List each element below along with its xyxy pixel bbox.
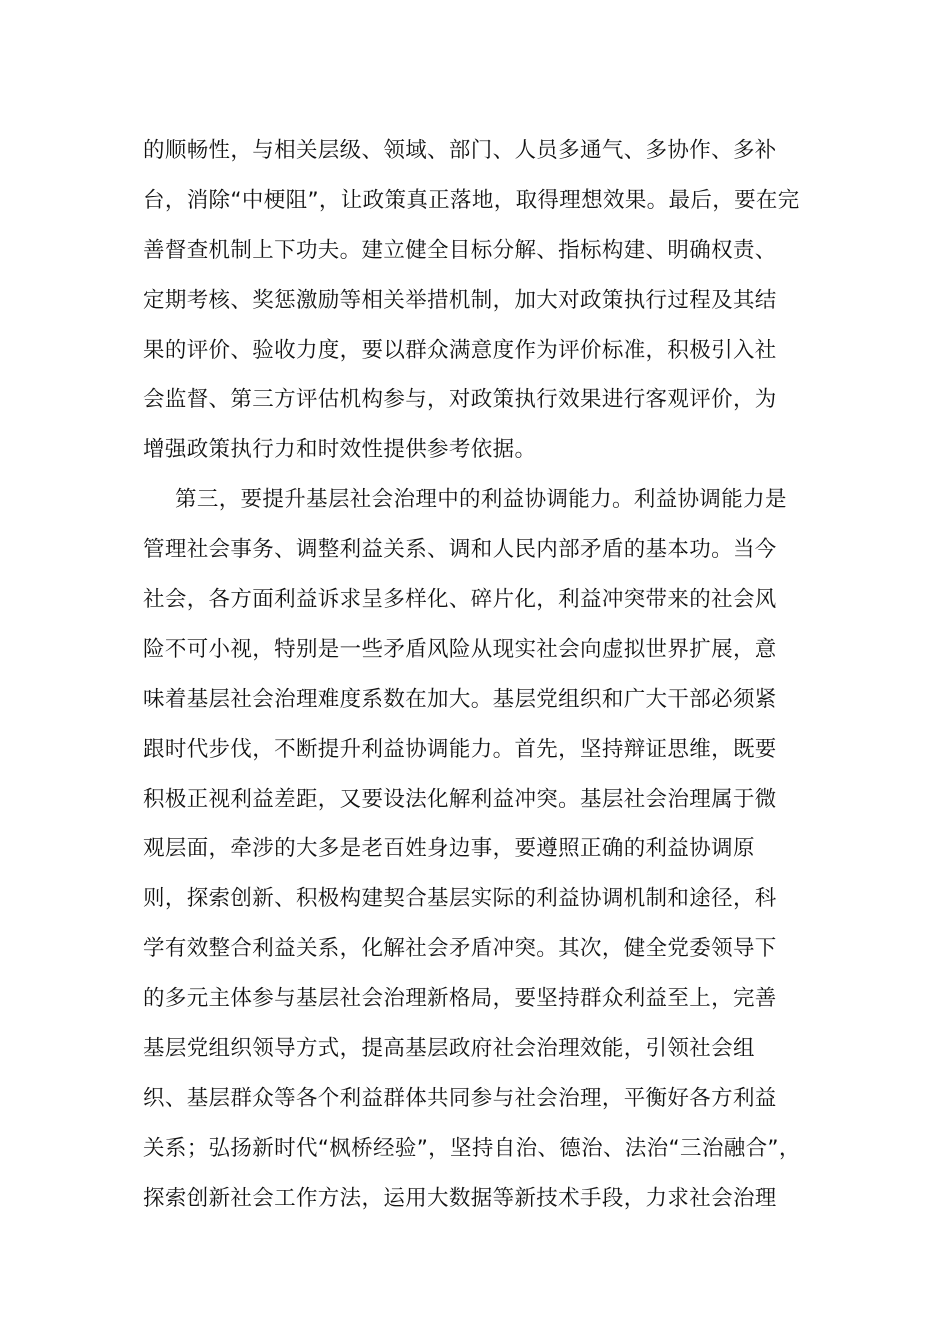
text-line: 果的评价、验收力度，要以群众满意度作为评价标准，积极引入社	[143, 337, 777, 363]
text-line: 善督查机制上下功夫。建立健全目标分解、指标构建、明确权责、	[143, 237, 777, 263]
text-line: 险不可小视，特别是一些矛盾风险从现实社会向虚拟世界扩展，意	[143, 636, 777, 662]
text-line: 台，消除“中梗阻”，让政策真正落地，取得理想效果。最后，要在完	[143, 187, 800, 213]
text-line: 观层面，牵涉的大多是老百姓身边事，要遵照正确的利益协调原	[143, 836, 755, 862]
text-line: 味着基层社会治理难度系数在加大。基层党组织和广大干部必须紧	[143, 686, 777, 712]
text-line: 会监督、第三方评估机构参与，对政策执行效果进行客观评价，为	[143, 387, 777, 413]
text-line: 探索创新社会工作方法，运用大数据等新技术手段，力求社会治理	[143, 1185, 777, 1211]
text-line: 积极正视利益差距，又要设法化解利益冲突。基层社会治理属于微	[143, 786, 777, 812]
text-line: 基层党组织领导方式，提高基层政府社会治理效能，引领社会组	[143, 1036, 755, 1062]
text-line: 关系；弘扬新时代“枫桥经验”，坚持自治、德治、法治“三治融合”，	[143, 1135, 801, 1161]
text-line: 定期考核、奖惩激励等相关举措机制，加大对政策执行过程及其结	[143, 287, 777, 313]
text-line: 社会，各方面利益诉求呈多样化、碎片化，利益冲突带来的社会风	[143, 587, 777, 613]
body-text	[143, 126, 807, 1224]
text-line: 的顺畅性，与相关层级、领域、部门、人员多通气、多协作、多补	[143, 138, 777, 163]
text-line: 的多元主体参与基层社会治理新格局，要坚持群众利益至上，完善	[143, 986, 777, 1012]
text-line: 学有效整合利益关系，化解社会矛盾冲突。其次，健全党委领导下	[143, 936, 777, 962]
paragraph-first-line: 第三，要提升基层社会治理中的利益协调能力。利益协调能力是	[175, 487, 787, 513]
text-line: 则，探索创新、积极构建契合基层实际的利益协调机制和途径，科	[143, 886, 777, 912]
text-line: 管理社会事务、调整利益关系、调和人民内部矛盾的基本功。当今	[143, 537, 777, 563]
text-line: 织、基层群众等各个利益群体共同参与社会治理，平衡好各方利益	[143, 1085, 777, 1111]
text-line: 跟时代步伐，不断提升利益协调能力。首先，坚持辩证思维，既要	[143, 736, 777, 762]
text-line: 增强政策执行力和时效性提供参考依据。	[143, 437, 537, 463]
